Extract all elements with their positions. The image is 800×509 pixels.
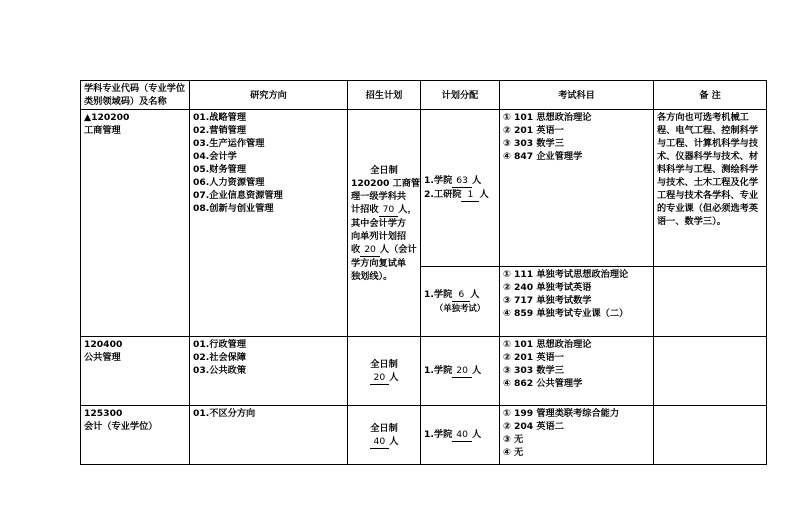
major-cell — [81, 406, 190, 465]
table-row — [81, 406, 767, 465]
subjects-cell — [500, 110, 654, 267]
direction-cell — [190, 406, 348, 465]
subject-item: ④ 862 公共管理学 — [503, 378, 583, 389]
allocation-line: 1.学院 40 人 — [424, 429, 482, 440]
subject-item: ③ 303 数学三 — [503, 138, 564, 149]
enrollment-table — [80, 80, 767, 465]
header-allocation: 计划分配 — [421, 81, 500, 110]
direction-item: 03.生产运作管理 — [193, 138, 265, 149]
plan-text: 收 20 人（会计 — [351, 243, 417, 255]
notes-cell-empty — [654, 337, 767, 406]
subjects-cell — [500, 267, 654, 337]
direction-item: 01.行政管理 — [193, 339, 247, 350]
allocation-line: 2.工研院 1 人 — [424, 189, 489, 200]
direction-item: 01.战略管理 — [193, 112, 247, 123]
plan-text: 计招收 70 人， — [351, 203, 417, 215]
major-code: 120400 — [84, 339, 123, 350]
allocation-line: 1.学院 63 人 — [424, 175, 482, 186]
notes-cell: 各方向也可选考机械工程、电气工程、控制科学与工程、计算机科学与技术、仪器科学与技术、材料科学与工程、测绘科学与技术、土木工程及化学工程与技术各学科、专业的专业课（但必须选考英语一、数学三）。 — [654, 110, 767, 267]
direction-item: 01.不区分方向 — [193, 408, 256, 419]
subject-item: ① 199 管理类联考综合能力 — [503, 408, 620, 419]
plan-total-number: 70 — [379, 203, 399, 217]
plan-label: 全日制 — [370, 358, 398, 370]
direction-item: 06.人力资源管理 — [193, 177, 265, 188]
major-code: 125300 — [84, 408, 123, 419]
header-subjects: 考试科目 — [500, 81, 654, 110]
plan-text: 学方向复试单 — [351, 257, 407, 269]
direction-item: 02.社会保障 — [193, 352, 247, 363]
notes-cell-empty — [654, 406, 767, 465]
subject-item: ③ 717 单独考试数学 — [503, 295, 592, 306]
direction-cell — [190, 110, 348, 337]
subject-item: ④ 859 单独考试专业课（二） — [503, 308, 629, 319]
allocation-cell — [421, 110, 500, 267]
subject-item: ① 101 思想政治理论 — [503, 112, 592, 123]
major-name: 工商管理 — [84, 125, 121, 136]
subject-item: ④ 无 — [503, 447, 524, 458]
allocation-line: 1.学院 20 人 — [424, 365, 482, 376]
direction-item: 04.会计学 — [193, 151, 237, 162]
header-plan: 招生计划 — [348, 81, 421, 110]
subjects-cell — [500, 337, 654, 406]
direction-item: 08.创新与创业管理 — [193, 203, 274, 214]
plan-text: 向单列计划招 — [351, 230, 407, 242]
plan-text: 全日制 — [370, 164, 398, 176]
major-cell — [81, 110, 190, 337]
direction-item: 05.财务管理 — [193, 164, 247, 175]
table-row — [81, 337, 767, 406]
plan-number-line: 20 人 — [351, 371, 417, 385]
major-cell — [81, 337, 190, 406]
plan-acct-number: 20 — [360, 243, 380, 257]
header-row — [81, 81, 767, 110]
header-major: 学科专业代码（专业学位类别领域码）及名称 — [81, 81, 190, 110]
plan-text: 120200 工商管 — [351, 177, 421, 189]
allocation-line: 1.学院 6 人 — [424, 289, 480, 300]
allocation-cell — [421, 267, 500, 337]
subject-item: ① 101 思想政治理论 — [503, 339, 592, 350]
subject-item: ③ 303 数学三 — [503, 365, 564, 376]
allocation-cell — [421, 406, 500, 465]
plan-cell — [348, 337, 421, 406]
direction-item: 03.公共政策 — [193, 365, 247, 376]
plan-text: 理一级学科共 — [351, 190, 407, 202]
subject-item: ② 240 单独考试英语 — [503, 282, 592, 293]
plan-cell — [348, 110, 421, 337]
subject-item: ② 204 英语二 — [503, 421, 564, 432]
subjects-cell — [500, 406, 654, 465]
header-direction: 研究方向 — [190, 81, 348, 110]
subject-item: ① 111 单独考试思想政治理论 — [503, 269, 629, 280]
major-name: 公共管理 — [84, 352, 121, 363]
plan-number-line: 40 人 — [351, 435, 417, 449]
plan-cell — [348, 406, 421, 465]
direction-item: 07.企业信息资源管理 — [193, 190, 283, 201]
subject-item: ③ 无 — [503, 434, 524, 445]
plan-label: 全日制 — [370, 422, 398, 434]
plan-text: 其中会计学方 — [351, 217, 407, 229]
notes-cell-empty — [654, 267, 767, 337]
plan-text: 独划线）。 — [351, 270, 393, 282]
direction-cell — [190, 337, 348, 406]
allocation-sub: （单独考试） — [434, 303, 486, 313]
subject-item: ② 201 英语一 — [503, 125, 564, 136]
direction-item: 02.营销管理 — [193, 125, 247, 136]
subject-item: ④ 847 企业管理学 — [503, 151, 583, 162]
table-row — [81, 110, 767, 267]
major-code: ▲120200 — [84, 112, 130, 123]
header-notes: 备 注 — [654, 81, 767, 110]
major-name: 会计（专业学位） — [84, 421, 158, 432]
allocation-cell — [421, 337, 500, 406]
subject-item: ② 201 英语一 — [503, 352, 564, 363]
